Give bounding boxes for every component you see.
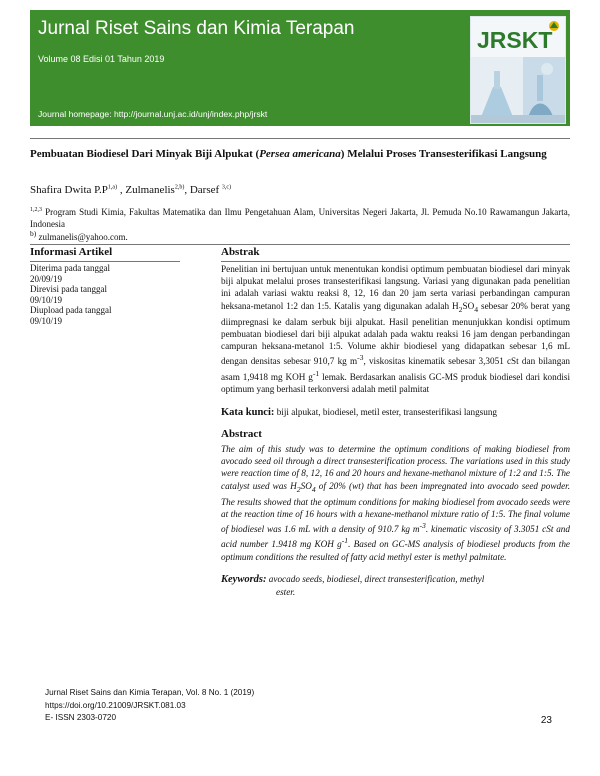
uploaded-label: Diupload pada tanggal — [30, 305, 112, 315]
keywords: Keywords: avocado seeds, biodiesel, direct transesterification, methyl ester. — [221, 573, 485, 597]
abstract-column — [221, 246, 570, 598]
journal-cover — [470, 16, 566, 124]
article-info-heading: Informasi Artikel — [30, 246, 113, 258]
received-date: 20/09/19 — [30, 273, 63, 284]
abstract-text: The aim of this study was to determine the optimum conditions of making biodiesel from avocado seed oil through a direct transesterification process. The variations used in this study were reaction time of 8, 12, 16 and 20 hours and hexane-methanol mixture of 1:2 and 1:5. The catalyst used was $H_2SO_4$ of 20% (wt) that has been impregnated into avocado seed powder. The results showed that the optimum conditions for making biodiesel from avocado seeds were at the reaction time of 16 hours with a hexane-methanol mixture ratio of 1:5. The final volume of biodiesel was 1.6 mL with a density of 910.7 kg $m^{-3}$. kinematic viscosity of 3.3051 cSt and acid number 1.9418 mg KOH $g^{-1}$. Based on GC-MS analysis of biodiesel products from the optimum conditions the resulted of fatty acid methyl ester is methyl palmitate. — [221, 443, 571, 562]
journal-homepage[interactable]: Journal homepage: http://journal.unj.ac.id/unj/index.php/jrskt — [38, 109, 268, 119]
page-footer — [45, 687, 254, 725]
page-number: 23 — [540, 715, 552, 726]
abstrak-text: Penelitian ini bertujuan untuk menentukan kondisi optimum pembuatan biodiesel dari minyak biji alpukat melalui proses transesterifikasi langsung. Variasi yang digunakan pada penelitian ini adalah variasi waktu reaksi 8, 12, 16 dan 20 jam serta variasi perbandingan campuran heksana-metanol 1:2 dan 1:5. Katalis yang digunakan adalah $H_2SO_4$ sebesar 20% berat yang diimpregnasi ke dalam serbuk biji alpukat. Hasil penelitian menunjukkan kondisi optimum pembuatan biodiesel dari biji alpukat adalah pada waktu reaksi 16 jam dengan perbandingan campuran heksana-metanol 1:5. Volume akhir biodiesel yang didapatkan sebesar 1,6 mL dengan densitas sebesar 910,7 kg $m^{-3}$, viskositas kinematik sebesar 3,3051 cSt dan bilangan asam 1,9418 mg KOH $g^{-1}$ lemak. Berdasarkan analisis GC-MS produk biodiesel dari kondisi optimum yang berhasil terkonversi adalah metil palmitat — [221, 264, 570, 394]
header-divider — [30, 138, 570, 139]
info-divider — [30, 261, 180, 262]
kata-kunci: Kata kunci: biji alpukat, biodiesel, metil ester, transesterifikasi langsung — [221, 406, 498, 418]
cover-lab-illustration-icon — [471, 57, 566, 124]
footer-issn: E- ISSN 2303-0720 — [45, 713, 117, 722]
jrskt-logo: JRSKT — [477, 27, 553, 53]
affiliation: $^{1,2,3}$ Program Studi Kimia, Fakultas Matematika dan Ilmu Pengetahuan Alam, Universitas Negeri Jakarta, Jl. Pemuda No.10 Rawamangun Jakarta, Indonesia — [30, 207, 570, 229]
corresponding-email[interactable]: $^{b)}$ zulmanelis@yahoo.com. — [30, 229, 128, 242]
author-name: , Darsef — [184, 184, 222, 196]
abstract-heading: Abstract — [221, 427, 262, 440]
affiliation-divider — [30, 244, 570, 245]
revised-label: Direvisi pada tanggal — [30, 284, 107, 294]
article-info — [30, 246, 200, 326]
revised-date: 09/10/19 — [30, 294, 63, 305]
abstrak-heading: Abstrak — [221, 246, 260, 258]
footer-citation: Jurnal Riset Sains dan Kimia Terapan, Vol. 8 No. 1 (2019) — [45, 688, 255, 697]
uploaded-date: 09/10/19 — [30, 315, 63, 326]
footer-doi[interactable]: https://doi.org/10.21009/JRSKT.081.03 — [45, 700, 186, 710]
article-title: Pembuatan Biodiesel Dari Minyak Biji Alpukat (Persea americana) Melalui Proses Transesterifikasi Langsung — [30, 148, 547, 160]
volume-line: Volume 08 Edisi 01 Tahun 2019 — [38, 54, 165, 64]
author-name: Shafira Dwita P.P — [30, 184, 108, 196]
journal-header — [30, 10, 570, 126]
received-label: Diterima pada tanggal — [30, 263, 110, 273]
author-list: Shafira Dwita $P.P^{1,a)}$ , Zulmanelis$^{2,b)}$, Darsef $^{3,c)}$ — [30, 184, 232, 196]
journal-title: Jurnal Riset Sains dan Kimia Terapan — [38, 18, 355, 39]
author-name: , Zulmanelis — [117, 184, 175, 196]
english-abstract — [221, 428, 570, 598]
abstrak-divider — [221, 261, 570, 262]
